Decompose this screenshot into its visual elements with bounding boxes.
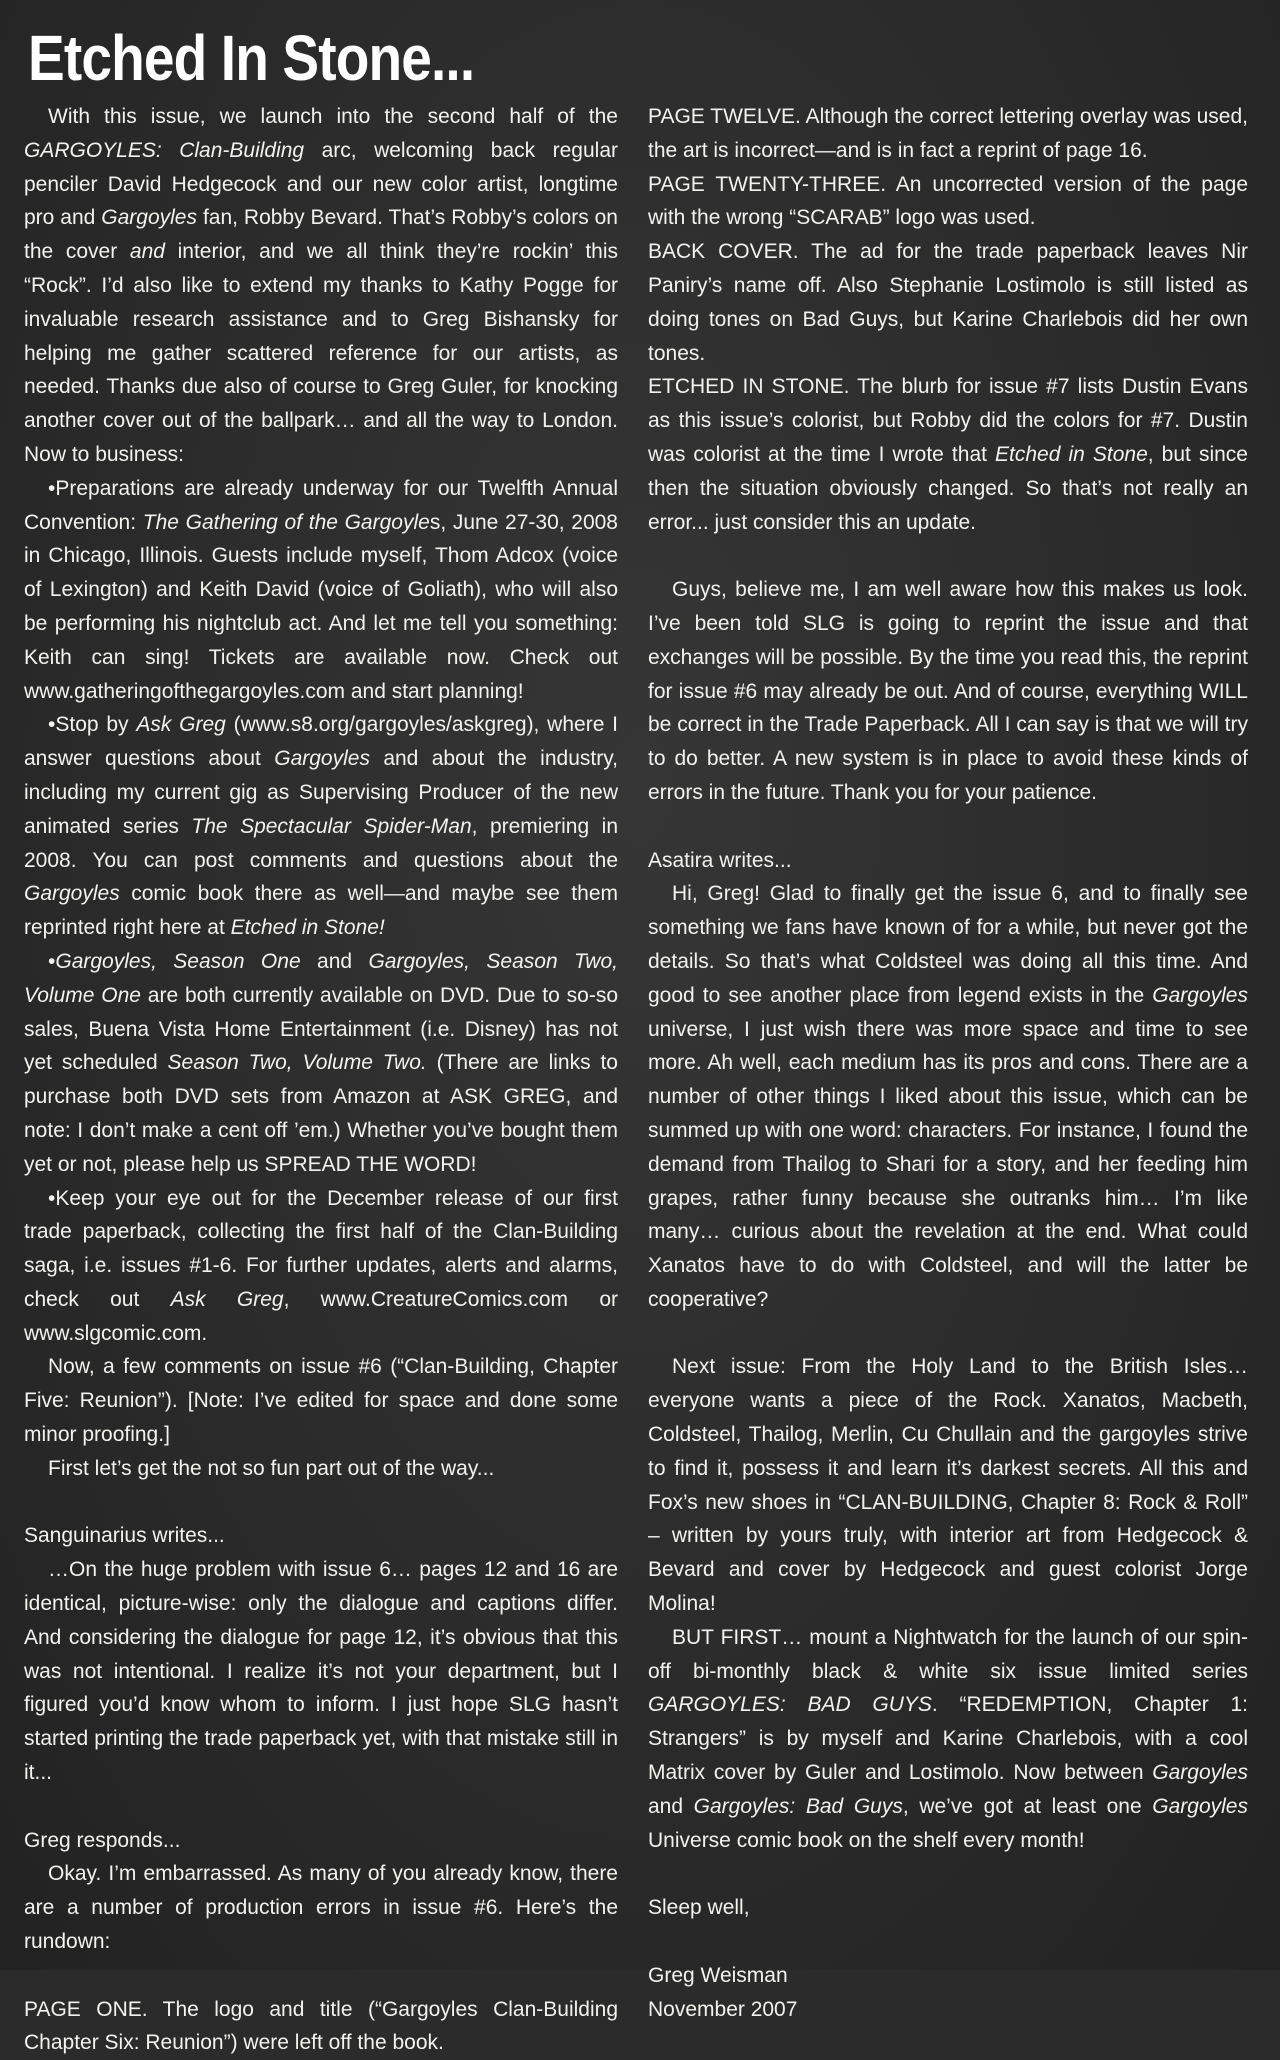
comments-intro: Now, a few comments on issue #6 (“Clan-Building, Chapter Five: Reunion”). [Note: I’ve edited for space and done some minor proofing.] (24, 1355, 618, 1447)
italic-run: Ask Greg (136, 713, 226, 737)
italic-run: Gargoyles (24, 882, 120, 906)
intro-paragraph: With this issue, we launch into the second half of the GARGOYLES: Clan-Building arc, welcoming back regular penciler David Hedgecock and our new color artist, longtime pro and Gargoyles fan, Robby Bevard. That’s Robby’s colors on the cover and interior, and we all think they’re rockin’ this “Rock”. I’d also like to extend my thanks to Kathy Pogge for invaluable research assistance and to Greg Bishansky for helping me gather scattered reference for our artists, as needed. Thanks due also of course to Greg Guler, for knocking another cover out of the ballpark… and all the way to London. Now to business: (24, 105, 618, 466)
right-column (648, 100, 1248, 2026)
signoff: Sleep well, (648, 1896, 750, 1920)
signature-name: Greg Weisman (648, 1963, 788, 1987)
italic-run: Season Two, Volume Two. (167, 1051, 427, 1075)
bullet-trade-paperback: • Keep your eye out for the December release of our first trade paperback, collecting the first half of the Clan-Building saga, i.e. issues #1-6. For further updates, alerts and alarms, check out Ask Greg, www.CreatureComics.com or www.slgcomic.com. (24, 1182, 618, 1351)
errata-page-one: PAGE ONE. The logo and title (“Gargoyles Clan-Building Chapter Six: Reunion”) were left off the book. (24, 1997, 618, 2055)
italic-run: Gargoyles (1152, 1761, 1248, 1785)
italic-run: Gargoyles (1152, 1794, 1248, 1818)
letter2-author: Asatira writes... (648, 848, 792, 872)
italic-run: and (129, 240, 165, 264)
first-part: First let’s get the not so fun part out of the way... (48, 1456, 495, 1480)
response-body: Okay. I’m embarrassed. As many of you already know, there are a number of production errors in issue #6. Here’s the rundown: (24, 1862, 618, 1954)
response-author: Greg responds... (24, 1828, 181, 1852)
errata-page-twelve: PAGE TWELVE. Although the correct lettering overlay was used, the art is incorrect—and is in fact a reprint of page 16. (648, 105, 1248, 162)
errata-etched-in-stone: ETCHED IN STONE. The blurb for issue #7 lists Dustin Evans as this issue’s colorist, but Robby did the colors for #7. Dustin was colorist at the time I wrote that Etched in Stone, but since then the situation obviously changed. So that’s not really an error... just consider this an update. (648, 375, 1248, 534)
errata-back-cover: BACK COVER. The ad for the trade paperback leaves Nir Paniry’s name off. Also Stephanie Lostimolo is still listed as doing tones on Bad Guys, but Karine Charlebois did her own tones. (648, 240, 1248, 365)
italic-run: GARGOYLES: BAD GUYS (648, 1693, 932, 1717)
apology-paragraph: Guys, believe me, I am well aware how this makes us look. I’ve been told SLG is going to reprint the issue and that exchanges will be possible. By the time you read this, the reprint for issue #6 may already be out. And of course, everything WILL be correct in the Trade Paperback. All I can say is that we will try to do better. A new system is in place to avoid these kinds of errors in the future. Thank you for your patience. (648, 578, 1248, 804)
italic-run: Gargoyles (1152, 983, 1248, 1007)
bullet-convention: • Preparations are already underway for our Twelfth Annual Convention: The Gathering of the Gargoyles, June 27-30, 2008 in Chicago, Illinois. Guests include myself, Thom Adcox (voice of Lexington) and Keith David (voice of Goliath), who will also be performing his nightclub act. And let me tell you something: Keith can sing! Tickets are available now. Check out www.gatheringofthegargoyles.com and start planning! (24, 472, 618, 709)
italic-run: The Spectacular Spider-Man (191, 814, 472, 838)
bullet-dvd: • Gargoyles, Season One and Gargoyles, Season Two, Volume One are both currently available on DVD. Due to so-so sales, Buena Vista Home Entertainment (i.e. Disney) has not yet scheduled Season Two, Volume Two. (There are links to purchase both DVD sets from Amazon at ASK GREG, and note: I don’t make a cent off ’em.) Whether you’ve bought them yet or not, please help us SPREAD THE WORD! (24, 945, 618, 1182)
letter1-body: …On the huge problem with issue 6… pages 12 and 16 are identical, picture-wise: only the dialogue and captions differ. And considering the dialogue for page 12, it’s obvious that this was not intentional. I realize it’s not your department, but I figured you’d know whom to inform. I just hope SLG hasn’t started printing the trade paperback yet, with that mistake still in it... (24, 1558, 618, 1785)
signature-date: November 2007 (648, 1997, 798, 2021)
italic-run: Ask Greg (170, 1287, 284, 1311)
italic-run: Etched in Stone (995, 442, 1148, 466)
but-first-paragraph: BUT FIRST… mount a Nightwatch for the launch of our spin-off bi-monthly black & white six issue limited series GARGOYLES: BAD GUYS. “REDEMPTION, Chapter 1: Strangers” is by myself and Karine Charlebois, with a cool Matrix cover by Guler and Lostimolo. Now between Gargoyles and Gargoyles: Bad Guys, we’ve got at least one Gargoyles Universe comic book on the shelf every month! (648, 1625, 1248, 1852)
bullet-ask-greg: • Stop by Ask Greg (www.s8.org/gargoyles/askgreg), where I answer questions about Gargoyles and about the industry, including my current gig as Supervising Producer of the new animated series The Spectacular Spider-Man, premiering in 2008. You can post comments and questions about the Gargoyles comic book there as well—and maybe see them reprinted right here at Etched in Stone! (24, 708, 618, 945)
italic-run: Gargoyles: Bad Guys (693, 1794, 903, 1818)
italic-run: Gargoyles (101, 206, 197, 230)
italic-run: Gargoyles, Season One (55, 949, 301, 973)
letter2-body: Hi, Greg! Glad to finally get the issue 6, and to finally see something we fans have known of for a while, but never got the details. So that’s what Coldsteel was doing all this time. And good to see another place from legend exists in the Gargoyles universe, I just wish there was more space and time to see more. Ah well, each medium has its pros and cons. There are a number of other things I liked about this issue, which can be summed up with one word: characters. For instance, I found the demand from Thailog to Shari for a story, and her feeding him grapes, rather funny because she outranks him… I’m like many… curious about the revelation at the end. What could Xanatos have to do with Coldsteel, and will the latter be cooperative? (648, 882, 1248, 1311)
italic-run: Gargoyles, Season Two, Volume One (24, 949, 618, 1007)
italic-run: Gargoyles (274, 747, 370, 771)
italic-run: Etched in Stone! (230, 916, 385, 940)
italic-run: GARGOYLES: Clan-Building (24, 138, 305, 162)
letter1-author: Sanguinarius writes... (24, 1524, 225, 1548)
page-title: Etched In Stone... (28, 22, 475, 94)
errata-page-twenty-three: PAGE TWENTY-THREE. An uncorrected version of the page with the wrong “SCARAB” logo was used. (648, 172, 1248, 230)
italic-run: The Gathering of the Gargoyle (142, 510, 430, 534)
left-column (24, 100, 618, 2060)
next-issue-paragraph: Next issue: From the Holy Land to the British Isles… everyone wants a piece of the Rock. Xanatos, Macbeth, Coldsteel, Thailog, Merlin, Cu Chullain and the gargoyles strive to find it, possess it and learn it’s darkest secrets. All this and Fox’s new shoes in “CLAN-BUILDING, Chapter 8: Rock & Roll” – written by yours truly, with interior art from Hedgecock & Bevard and cover by Hedgecock and guest colorist Jorge Molina! (648, 1355, 1248, 1616)
